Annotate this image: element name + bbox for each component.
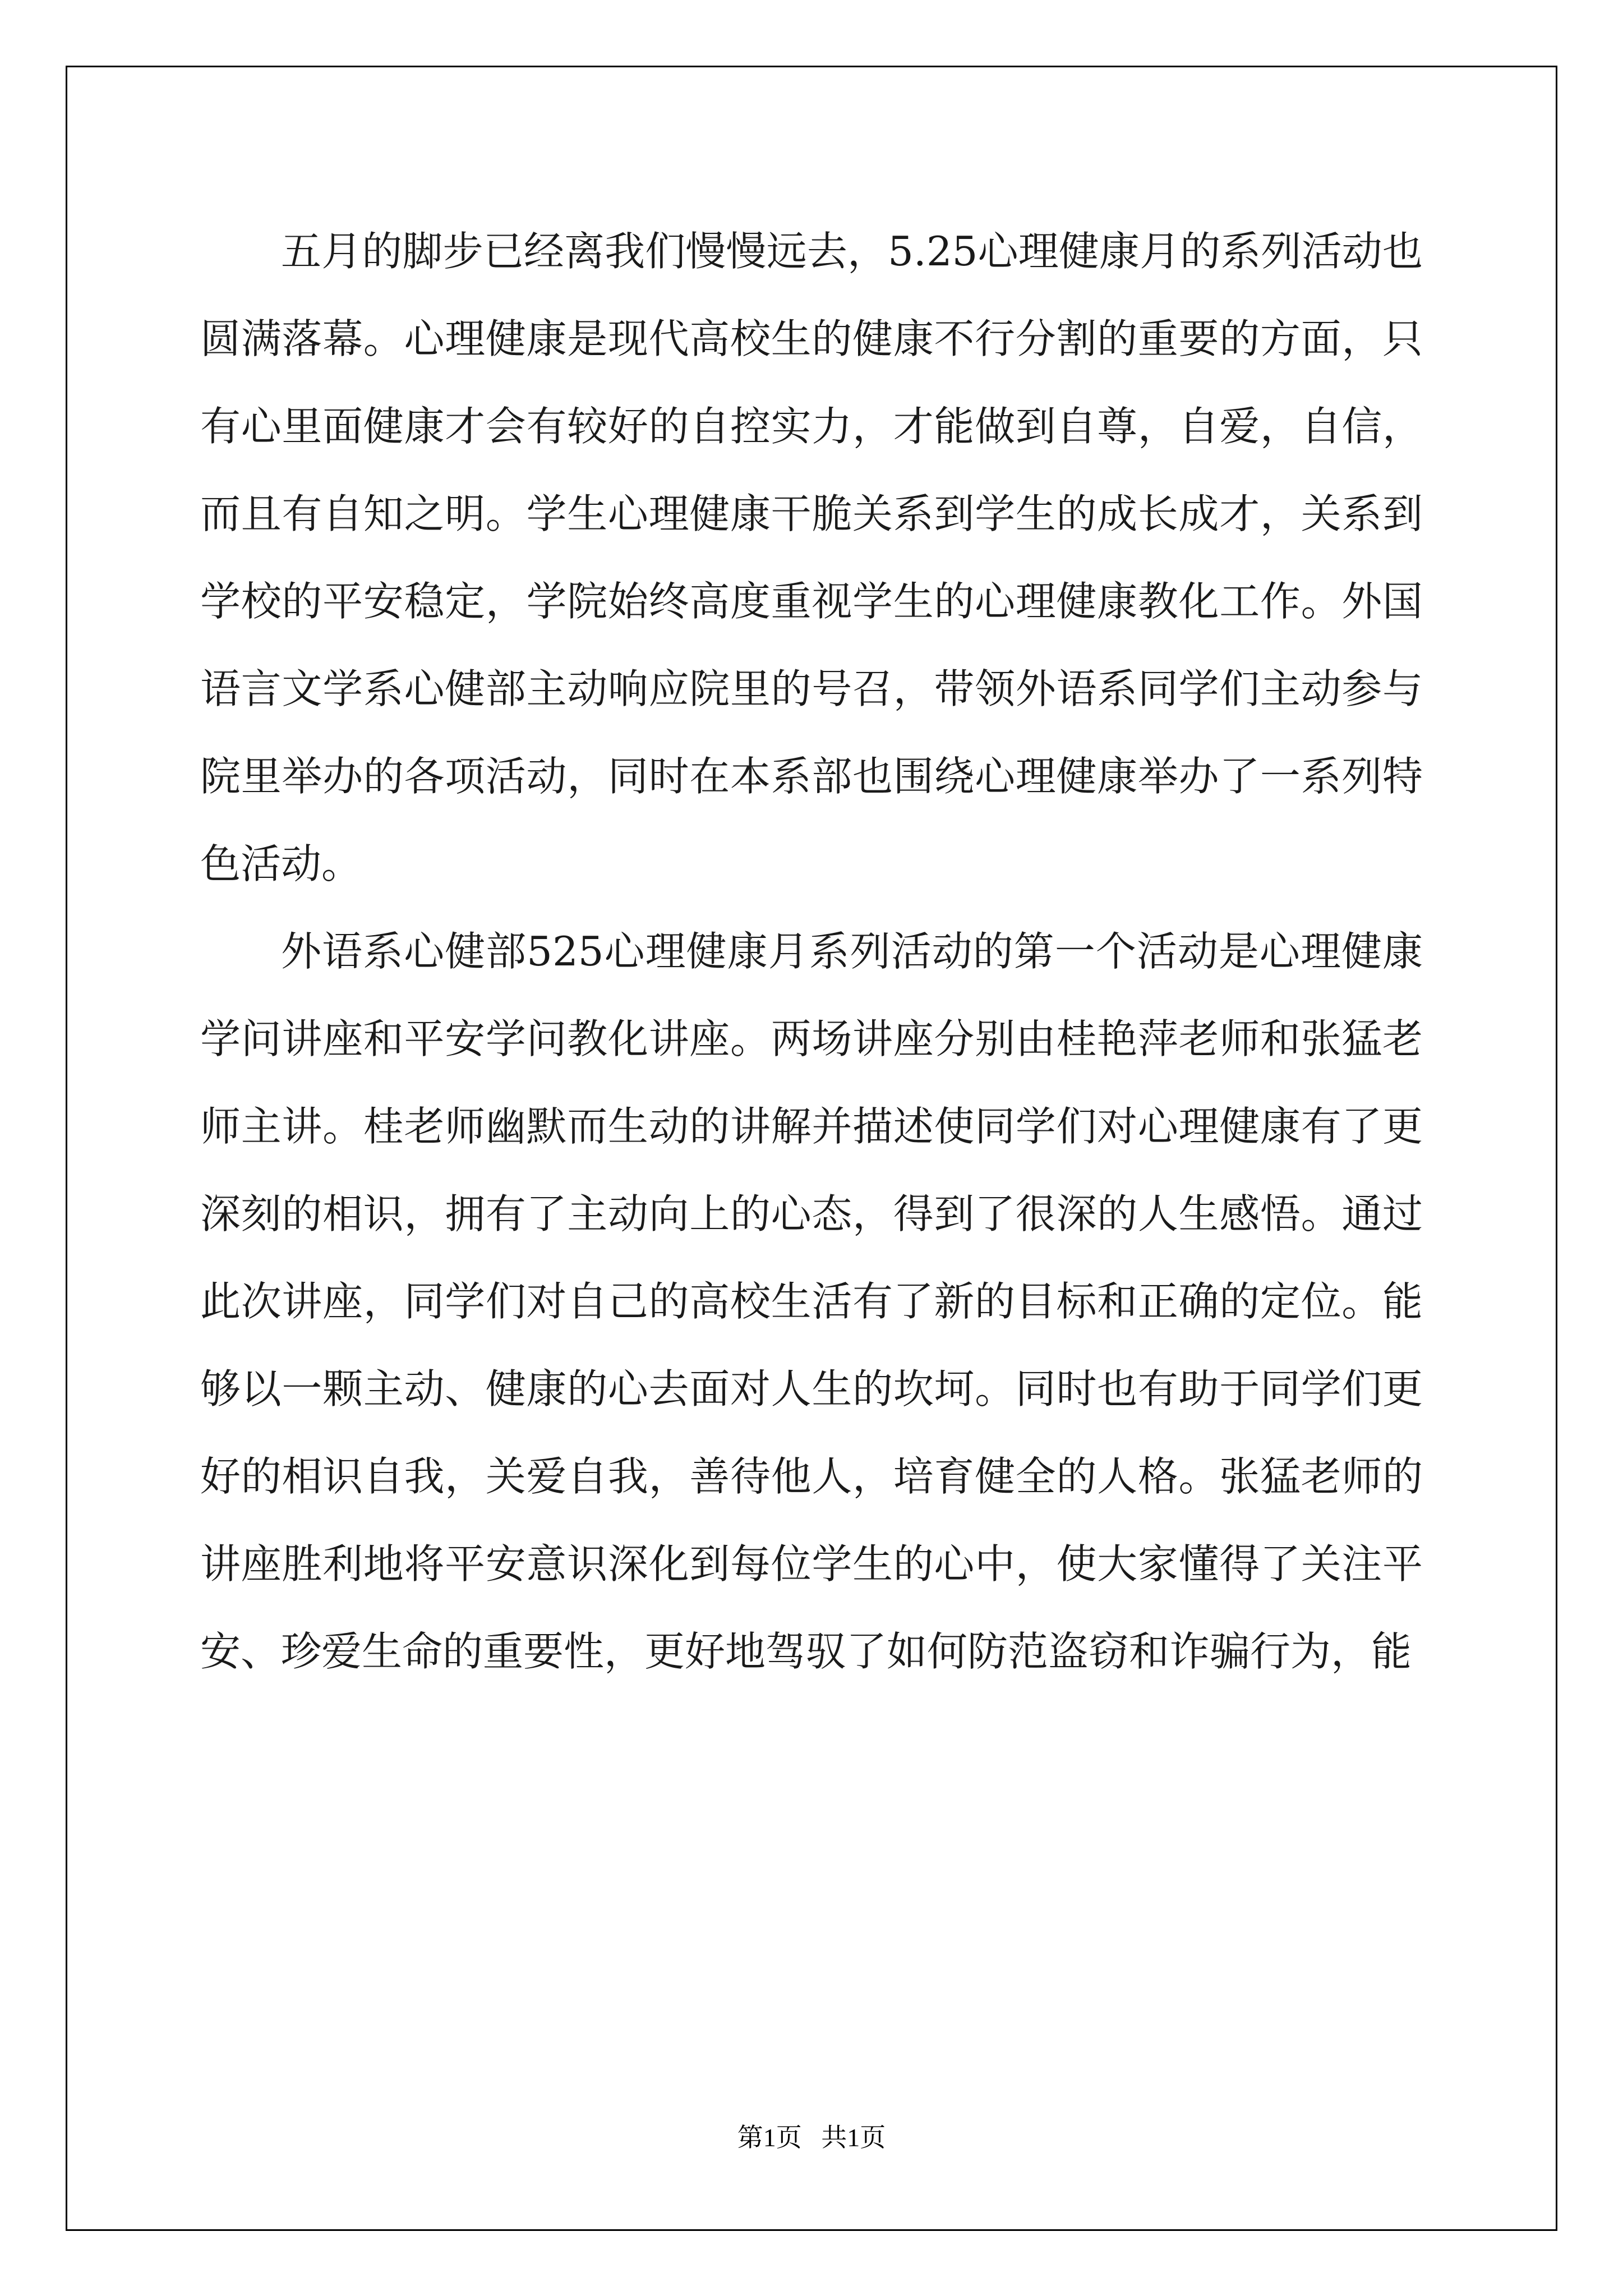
paragraph-lectures: 外语系心健部525心理健康月系列活动的第一个活动是心理健康学问讲座和平安学问教化讲座。两场讲座分别由桂艳萍老师和张猛老师主讲。桂老师幽默而生动的讲解并描述使同学们对心理健康有了更深刻的相识，拥有了主动向上的心态，得到了很深的人生感悟。通过此次讲座，同学们对自己的高校生活有了新的目标和正确的定位。能够以一颗主动、健康的心去面对人生的坎坷。同时也有助于同学们更好的相识自我，关爱自我，善待他人，培育健全的人格。张猛老师的讲座胜利地将平安意识深化到每位学生的心中，使大家懂得了关注平安、珍爱生命的重要性，更好地驾驭了如何防范盗窃和诈骗行为，能 <box>200 928 1423 1675</box>
paragraph-intro: 五月的脚步已经离我们慢慢远去，5.25心理健康月的系列活动也圆满落幕。心理健康是现代高校生的健康不行分割的重要的方面，只有心里面健康才会有较好的自控实力，才能做到自尊，自爱，自信，而且有自知之明。学生心理健康干脆关系到学生的成长成才，关系到学校的平安稳定，学院始终高度重视学生的心理健康教化工作。外国语言文学系心健部主动响应院里的号召，带领外语系同学们主动参与院里举办的各项活动，同时在本系部也围绕心理健康举办了一系列特色活动。 <box>200 228 1423 887</box>
document-body <box>200 208 1423 1695</box>
page-number: 第1页 共1页 <box>737 2123 886 2152</box>
